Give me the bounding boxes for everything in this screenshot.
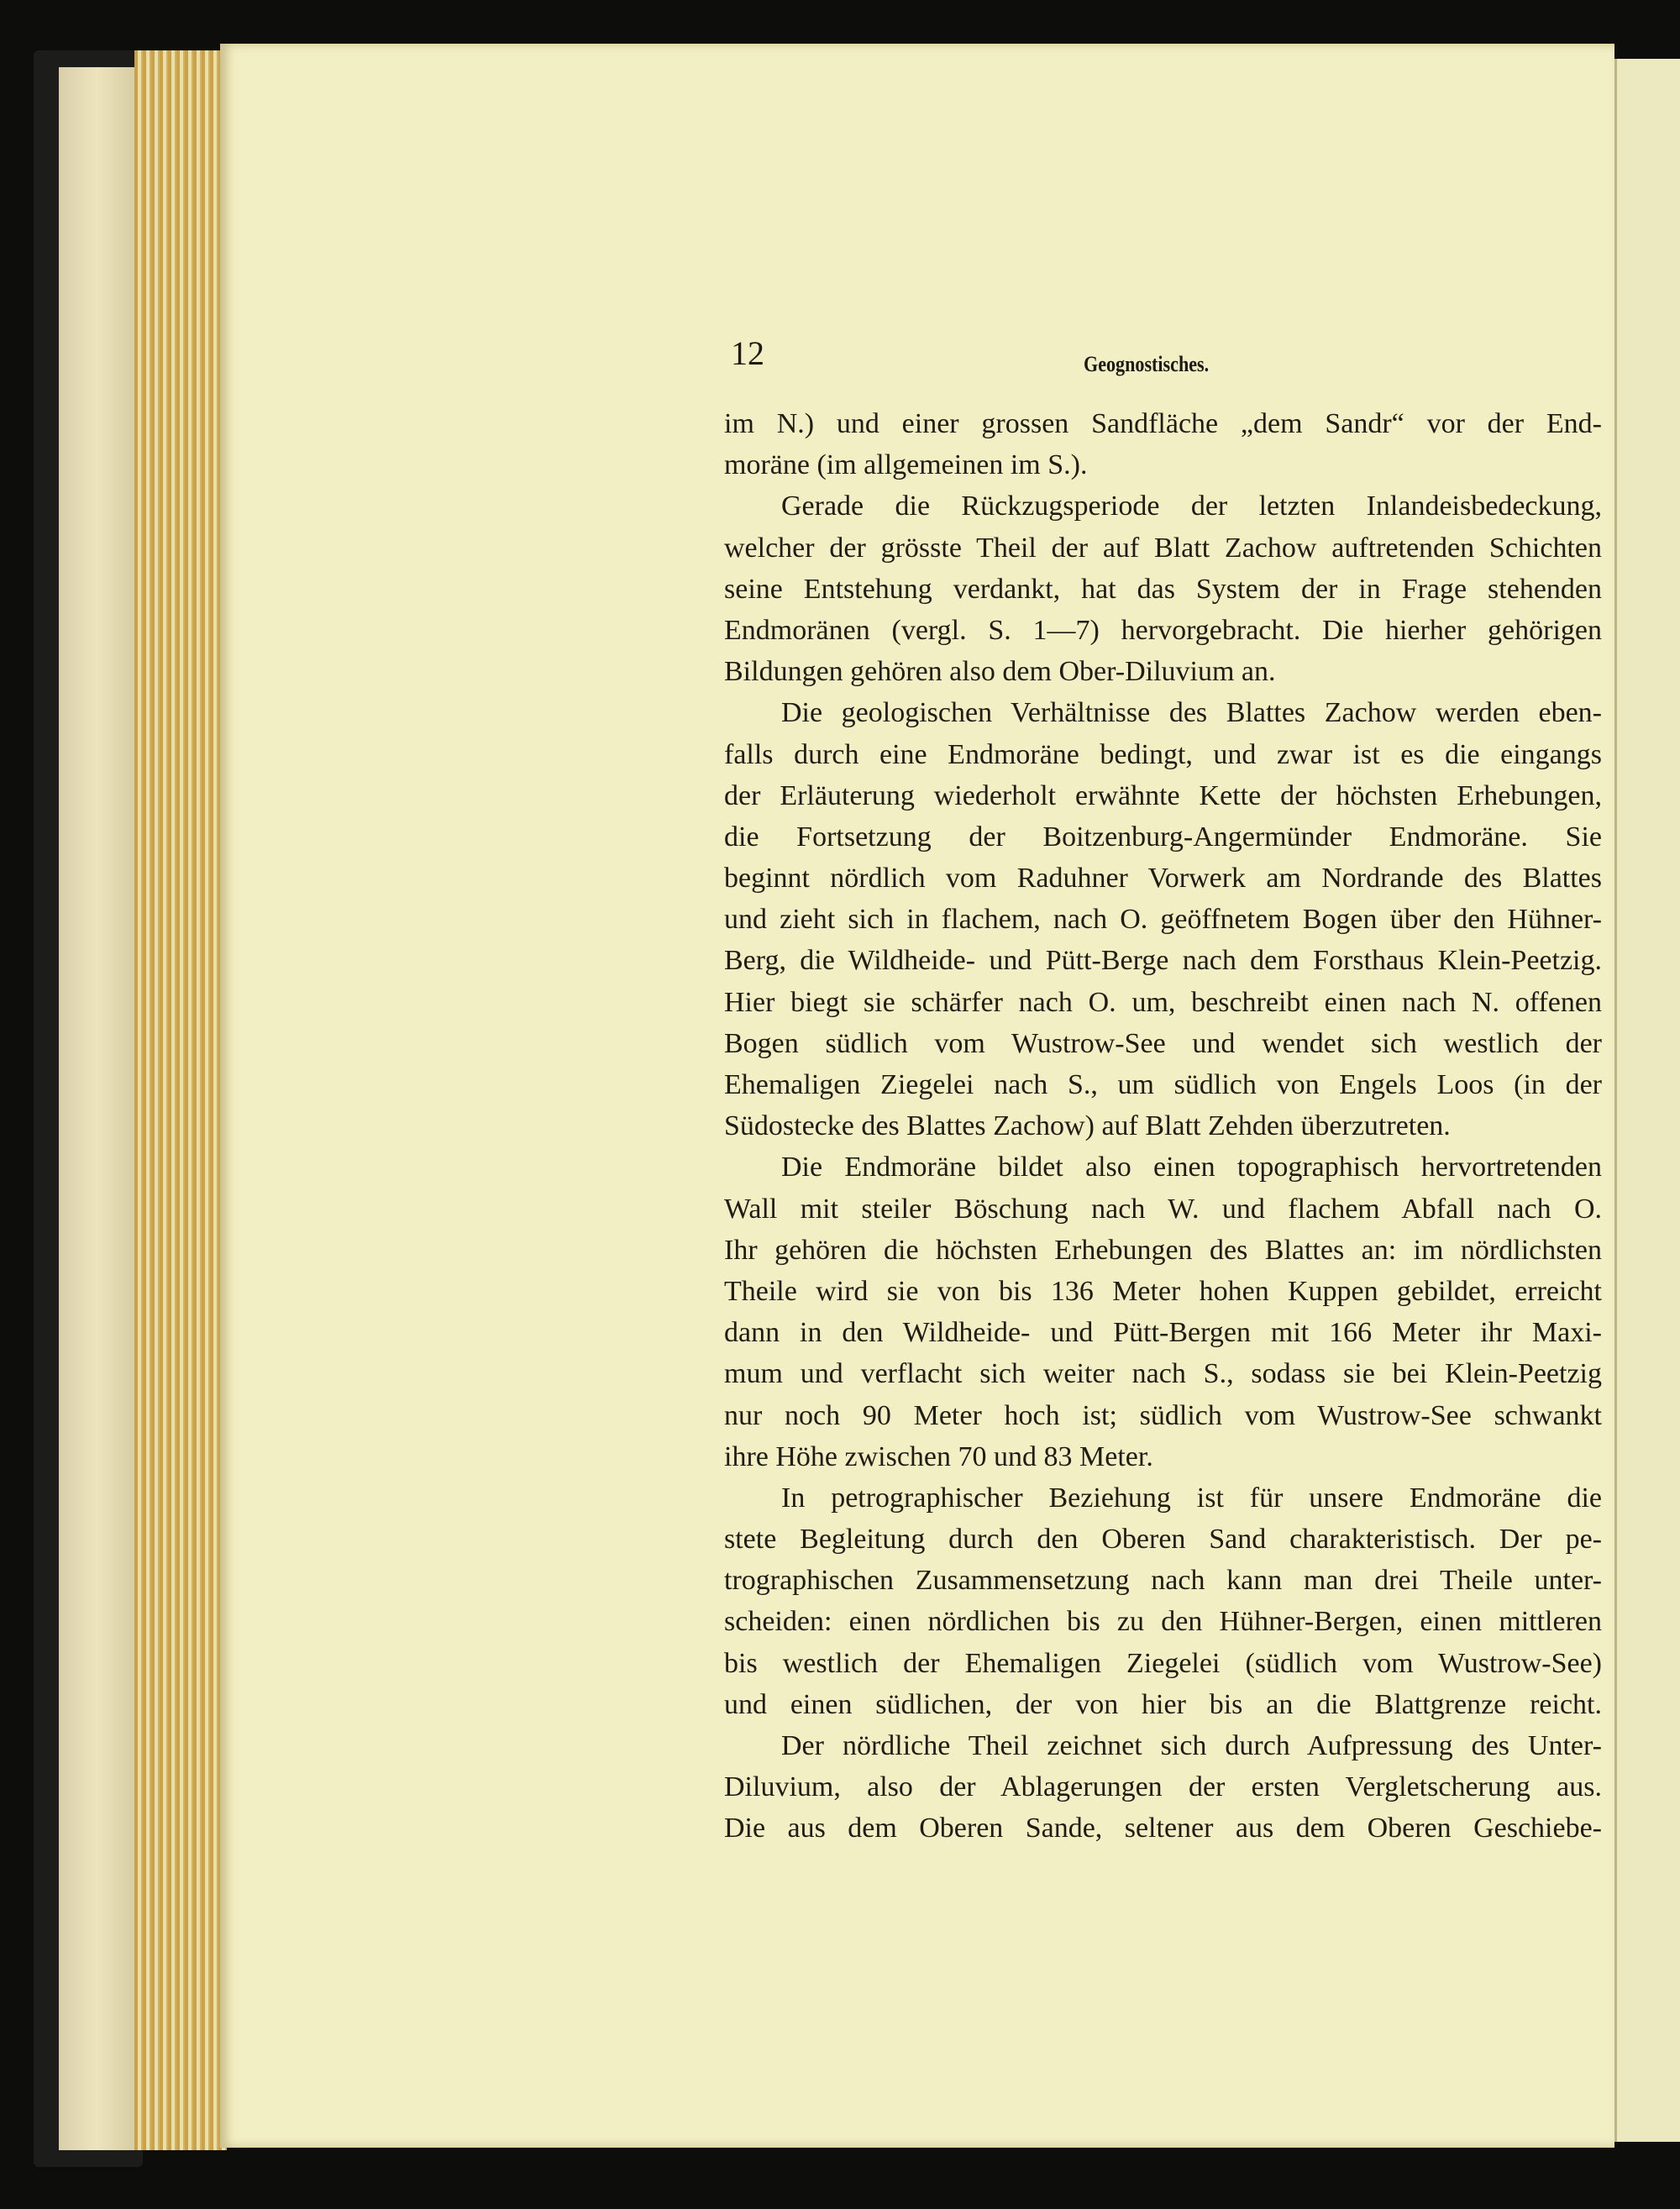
text-line: der Erläuterung wiederholt erwähnte Kette der höchsten Erhebungen, bbox=[724, 779, 1602, 811]
body-text bbox=[724, 403, 1602, 1850]
book-page bbox=[220, 44, 1614, 2148]
text-line: Bogen südlich vom Wustrow-See und wendet sich westlich der bbox=[724, 1027, 1602, 1059]
text-line: Die Endmoräne bildet also einen topographisch hervortretenden bbox=[781, 1152, 1602, 1183]
text-line: und einen südlichen, der von hier bis an die Blattgrenze reicht. bbox=[724, 1688, 1602, 1720]
text-line: Endmoränen (vergl. S. 1—7) hervorgebracht. Die hierher gehörigen bbox=[724, 614, 1602, 646]
text-line: Berg, die Wildheide- und Pütt-Berge nach dem Forsthaus Klein-Peetzig. bbox=[724, 945, 1602, 977]
text-line: beginnt nördlich vom Raduhner Vorwerk am Nordrande des Blattes bbox=[724, 863, 1602, 895]
text-line: Hier biegt sie schärfer nach O. um, beschreibt einen nach N. offenen bbox=[724, 986, 1602, 1018]
text-line: scheiden: einen nördlichen bis zu den Hühner-Bergen, einen mittleren bbox=[724, 1606, 1602, 1638]
text-line: Die aus dem Oberen Sande, seltener aus dem Oberen Geschiebe- bbox=[724, 1813, 1602, 1844]
text-line: Diluvium, also der Ablagerungen der ersten Vergletscherung aus. bbox=[724, 1771, 1602, 1803]
text-line: Bildungen gehören also dem Ober-Diluvium an. bbox=[724, 656, 1276, 688]
text-line: In petrographischer Beziehung ist für unsere Endmoräne die bbox=[781, 1482, 1602, 1514]
facing-page-edge bbox=[1614, 59, 1680, 2142]
text-line: stete Begleitung durch den Oberen Sand charakteristisch. Der pe- bbox=[724, 1524, 1602, 1556]
text-line: Ihr gehören die höchsten Erhebungen des Blattes an: im nördlichsten bbox=[724, 1234, 1602, 1266]
text-line: dann in den Wildheide- und Pütt-Bergen mit 166 Meter ihr Maxi- bbox=[724, 1317, 1602, 1349]
text-line: im N.) und einer grossen Sandfläche „dem Sandr“ vor der End- bbox=[724, 408, 1602, 439]
text-line: seine Entstehung verdankt, hat das System der in Frage stehenden bbox=[724, 573, 1602, 605]
running-title: Geognostisches. bbox=[1084, 352, 1210, 376]
text-line: trographischen Zusammensetzung nach kann man drei Theile unter- bbox=[724, 1565, 1602, 1597]
text-line: die Fortsetzung der Boitzenburg-Angermünder Endmoräne. Sie bbox=[724, 821, 1602, 853]
text-line: ihre Höhe zwischen 70 und 83 Meter. bbox=[724, 1440, 1153, 1472]
text-line: Südostecke des Blattes Zachow) auf Blatt Zehden überzutreten. bbox=[724, 1110, 1451, 1142]
text-line: Der nördliche Theil zeichnet sich durch Aufpressung des Unter- bbox=[781, 1730, 1602, 1761]
text-line: Gerade die Rückzugsperiode der letzten Inlandeisbedeckung, bbox=[781, 491, 1602, 522]
text-line: falls durch eine Endmoräne bedingt, und zwar ist es die eingangs bbox=[724, 738, 1602, 770]
page-stack bbox=[134, 50, 227, 2150]
text-line: Theile wird sie von bis 136 Meter hohen Kuppen gebildet, erreicht bbox=[724, 1275, 1602, 1307]
text-line: nur noch 90 Meter hoch ist; südlich vom Wustrow-See schwankt bbox=[724, 1399, 1602, 1431]
text-line: welcher der grösste Theil der auf Blatt Zachow auftretenden Schichten bbox=[724, 532, 1602, 564]
text-line: mum und verflacht sich weiter nach S., sodass sie bei Klein-Peetzig bbox=[724, 1358, 1602, 1390]
page-number: 12 bbox=[731, 334, 764, 372]
text-line: Ehemaligen Ziegelei nach S., um südlich von Engels Loos (in der bbox=[724, 1069, 1602, 1100]
text-line: Wall mit steiler Böschung nach W. und flachem Abfall nach O. bbox=[724, 1193, 1602, 1225]
text-line: und zieht sich in flachem, nach O. geöffnetem Bogen über den Hühner- bbox=[724, 904, 1602, 936]
text-line: bis westlich der Ehemaligen Ziegelei (südlich vom Wustrow-See) bbox=[724, 1647, 1602, 1679]
text-line: moräne (im allgemeinen im S.). bbox=[724, 449, 1088, 481]
text-line: Die geologischen Verhältnisse des Blattes Zachow werden eben- bbox=[781, 697, 1602, 729]
